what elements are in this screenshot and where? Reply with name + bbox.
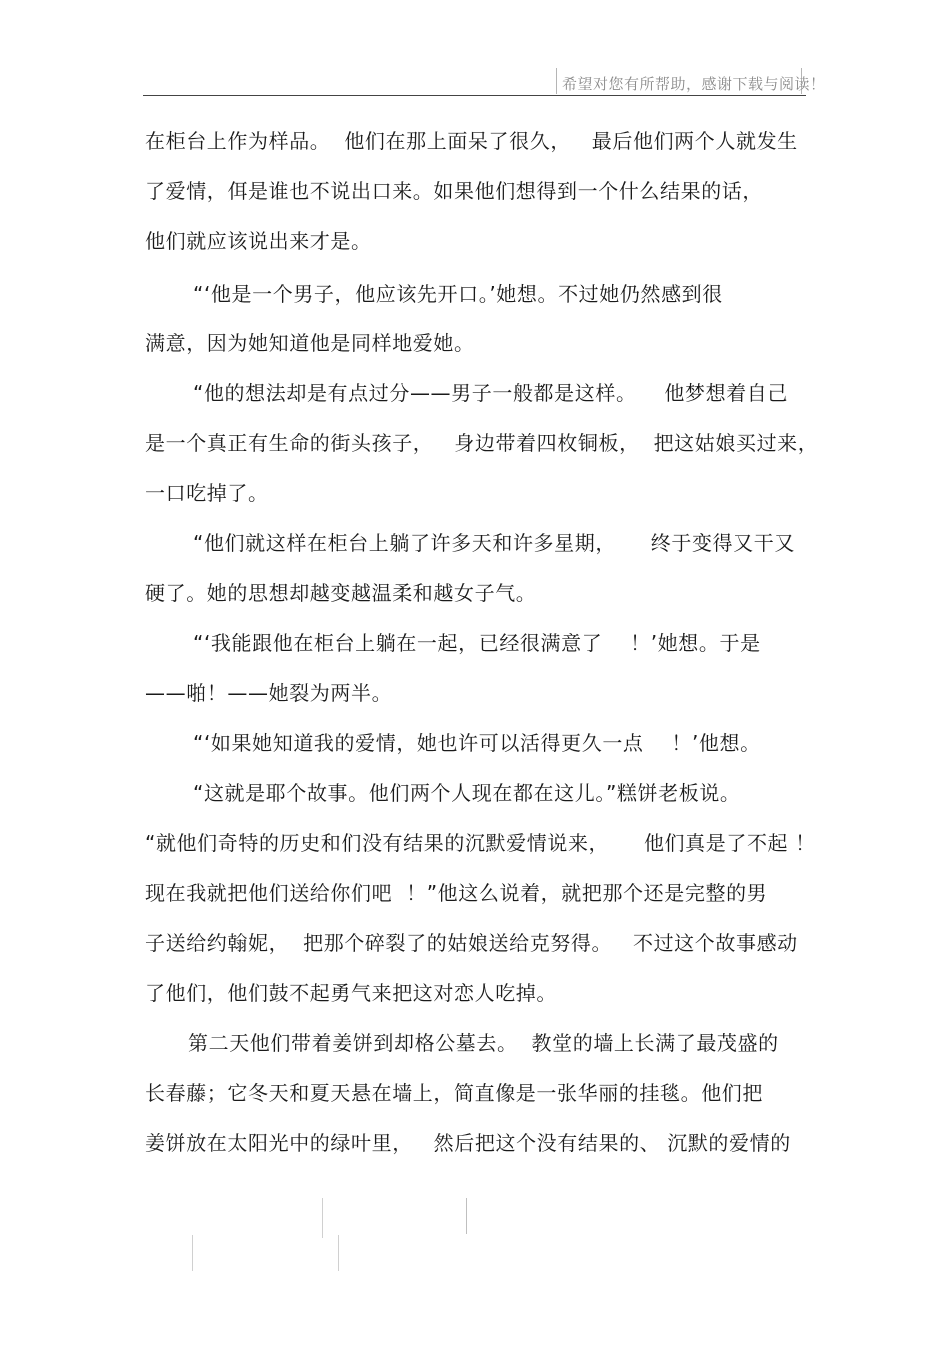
body-line: “‘他是一个男子，他应该先开口。’她想。不过她仍然感到很 <box>193 282 723 306</box>
body-line: 在柜台上作为样品。 他们在那上面呆了很久， 最后他们两个人就发生 <box>145 129 798 153</box>
scan-artifact-line <box>192 1235 193 1271</box>
body-line: 满意，因为她知道他是同样地爱她。 <box>145 331 475 355</box>
body-line: ——啪！——她裂为两半。 <box>145 681 393 705</box>
body-line: 他们就应该说出来才是。 <box>145 229 372 253</box>
body-line: 了爱情，佴是谁也不说出口来。如果他们想得到一个什么结果的话， <box>145 179 763 203</box>
body-line: 子送给约翰妮， 把那个碎裂了的姑娘送给克努得。 不过这个故事感动 <box>145 931 798 955</box>
scan-artifact-line <box>466 1198 467 1234</box>
body-line: 长春藤；它冬天和夏天悬在墙上，简直像是一张华丽的挂毯。他们把 <box>145 1081 763 1105</box>
body-line: “他的想法却是有点过分——男子一般都是这样。 他梦想着自己 <box>193 381 788 405</box>
header-rule <box>143 95 806 96</box>
body-line: 了他们，他们鼓不起勇气来把这对恋人吃掉。 <box>145 981 557 1005</box>
body-line: 一口吃掉了。 <box>145 481 269 505</box>
body-line: 姜饼放在太阳光中的绿叶里， 然后把这个没有结果的、 沉默的爱情的 <box>145 1131 791 1155</box>
body-line: “‘如果她知道我的爱情，她也许可以活得更久一点 ！’他想。 <box>193 731 761 755</box>
body-line: “‘我能跟他在柜台上躺在一起，已经很满意了 ！’她想。于是 <box>193 631 761 655</box>
body-line: 是一个真正有生命的街头孩子， 身边带着四枚铜板， 把这姑娘买过来， <box>145 431 819 455</box>
scan-artifact-line <box>338 1235 339 1271</box>
body-line: “就他们奇特的历史和们没有结果的沉默爱情说来， 他们真是了不起 ！ <box>145 831 816 855</box>
scan-artifact-line <box>322 1198 323 1238</box>
body-line: “这就是耶个故事。他们两个人现在都在这儿。”糕饼老板说。 <box>193 781 741 805</box>
body-line: 第二天他们带着姜饼到却格公墓去。 教堂的墙上长满了最茂盛的 <box>188 1031 779 1055</box>
body-line: “他们就这样在柜台上躺了许多天和许多星期， 终于变得又干又 <box>193 531 795 555</box>
body-line: 硬了。她的思想却越变越温柔和越女子气。 <box>145 581 537 605</box>
body-line: 现在我就把他们送给你们吧 ！”他这么说着，就把那个还是完整的男 <box>145 881 768 905</box>
header-text: 希望对您有所帮助，感谢下载与阅读！ <box>562 75 826 93</box>
